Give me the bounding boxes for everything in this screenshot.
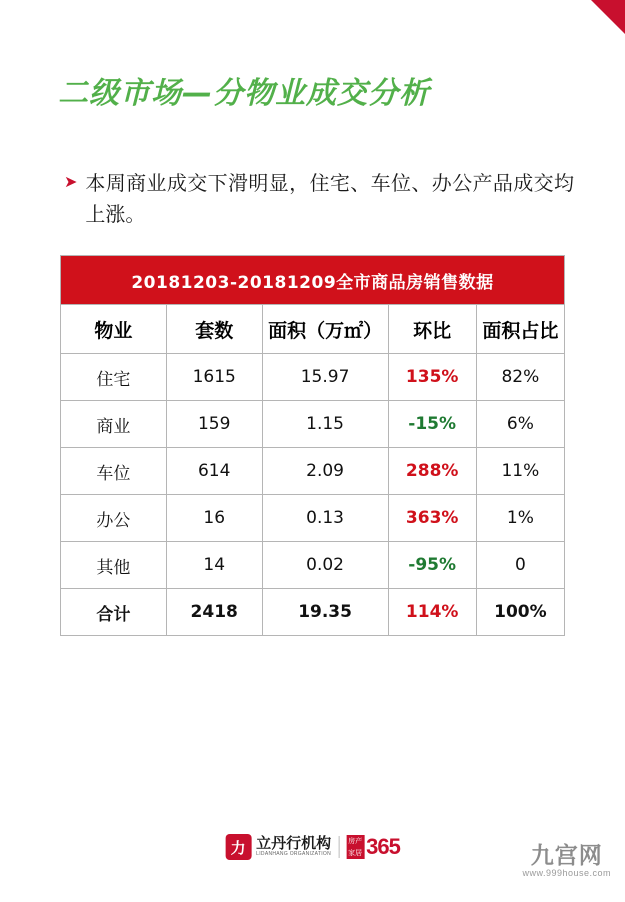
cell-area: 0.02 [262, 542, 388, 589]
logo-company-name-en: LIDANHANG ORGANIZATION [256, 851, 331, 857]
cell-category: 其他 [61, 542, 167, 589]
badge-365-line2: 家居 [348, 849, 363, 857]
cell-area: 2.09 [262, 448, 388, 495]
cell-category: 车位 [61, 448, 167, 495]
cell-share: 100% [476, 589, 564, 636]
cell-chain: 135% [388, 354, 476, 401]
cell-category: 住宅 [61, 354, 167, 401]
cell-chain: -95% [388, 542, 476, 589]
table-row [61, 354, 565, 401]
cell-sets: 2418 [166, 589, 262, 636]
cell-share: 11% [476, 448, 564, 495]
cell-category: 商业 [61, 401, 167, 448]
cell-share: 0 [476, 542, 564, 589]
table-row [61, 542, 565, 589]
footer-logo [225, 834, 400, 860]
table-caption-row [61, 256, 565, 305]
table-body [61, 354, 565, 636]
cell-share: 6% [476, 401, 564, 448]
cell-share: 82% [476, 354, 564, 401]
cell-area: 0.13 [262, 495, 388, 542]
column-header-sets: 套数 [166, 305, 262, 354]
cell-area: 19.35 [262, 589, 388, 636]
watermark [522, 844, 611, 878]
corner-decoration [591, 0, 625, 34]
page-title: 二级市场—分物业成交分析 [58, 76, 430, 111]
table-header-row [61, 305, 565, 354]
watermark-url: www.999house.com [522, 868, 611, 878]
bullet-text: 本周商业成交下滑明显，住宅、车位、办公产品成交均上涨。 [85, 171, 574, 226]
table-row [61, 401, 565, 448]
column-header-share: 面积占比 [476, 305, 564, 354]
cell-sets: 1615 [166, 354, 262, 401]
bullet-paragraph [64, 168, 574, 230]
cell-category: 合计 [61, 589, 167, 636]
bullet-arrow-icon: ➤ [64, 174, 78, 191]
cell-share: 1% [476, 495, 564, 542]
cell-category: 办公 [61, 495, 167, 542]
sales-data-table [60, 255, 565, 636]
table-row [61, 495, 565, 542]
badge-365-line1: 房产 [348, 837, 363, 845]
cell-chain: 114% [388, 589, 476, 636]
table-caption: 20181203-20181209全市商品房销售数据 [61, 256, 565, 305]
logo-365 [346, 834, 400, 860]
cell-chain: 363% [388, 495, 476, 542]
cell-sets: 159 [166, 401, 262, 448]
cell-chain: -15% [388, 401, 476, 448]
column-header-chain: 环比 [388, 305, 476, 354]
cell-sets: 614 [166, 448, 262, 495]
cell-chain: 288% [388, 448, 476, 495]
column-header-category: 物业 [61, 305, 167, 354]
table-row [61, 448, 565, 495]
cell-sets: 14 [166, 542, 262, 589]
logo-divider [338, 836, 339, 858]
lidanhang-logo-icon: 力 [225, 834, 251, 860]
logo-365-number: 365 [366, 834, 400, 859]
cell-area: 1.15 [262, 401, 388, 448]
table-row [61, 589, 565, 636]
logo-company-name-cn: 立丹行机构 [256, 834, 332, 852]
column-header-area: 面积（万㎡） [262, 305, 388, 354]
watermark-title: 九宫网 [530, 843, 603, 869]
cell-sets: 16 [166, 495, 262, 542]
cell-area: 15.97 [262, 354, 388, 401]
